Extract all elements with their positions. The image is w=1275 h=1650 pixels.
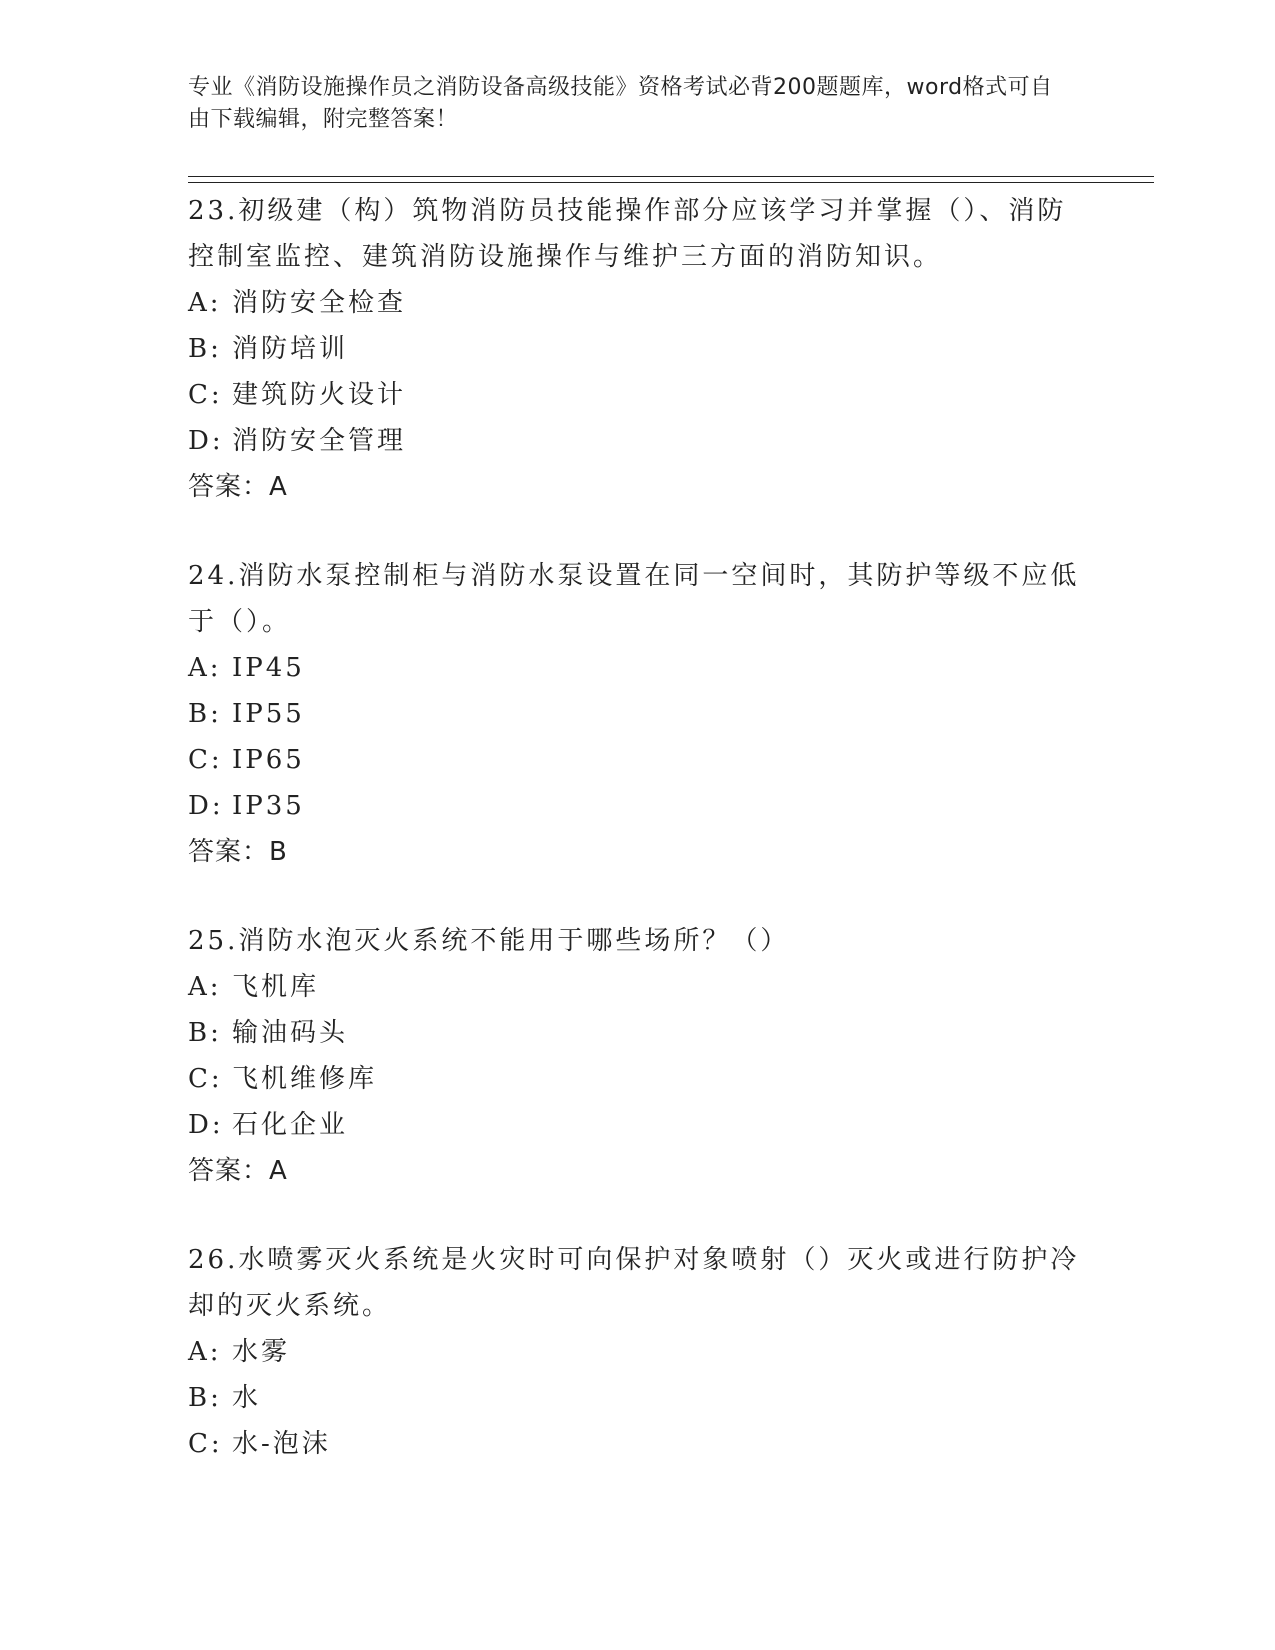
option-label: B: <box>188 1018 222 1048</box>
option-a <box>188 645 1088 691</box>
question-text <box>188 1237 1088 1329</box>
question-number: 26. <box>188 1245 239 1275</box>
question-stem: 初级建（构）筑物消防员技能操作部分应该学习并掌握（）、消防控制室监控、建筑消防设施操作与维护三方面的消防知识。 <box>188 196 1067 272</box>
option-text: IP65 <box>232 745 305 775</box>
option-text: 飞机维修库 <box>232 1064 378 1094</box>
question-stem: 水喷雾灭火系统是火灾时可向保护对象喷射（）灭火或进行防护冷却的灭火系统。 <box>188 1245 1080 1321</box>
document-header: 专业《消防设施操作员之消防设备高级技能》资格考试必背200题题库，word格式可自由下载编辑，附完整答案！ <box>188 75 1053 132</box>
option-text: 水-泡沫 <box>232 1429 331 1459</box>
option-label: C: <box>188 1064 223 1094</box>
option-label: A: <box>188 1337 222 1367</box>
option-text: 输油码头 <box>232 1018 349 1048</box>
option-b <box>188 1010 1088 1056</box>
option-a <box>188 1329 1088 1375</box>
option-text: 消防安全检查 <box>232 288 407 318</box>
option-text: IP45 <box>232 653 305 683</box>
option-label: D: <box>188 426 224 456</box>
option-c <box>188 372 1088 418</box>
option-text: 建筑防火设计 <box>232 380 407 410</box>
option-label: A: <box>188 288 222 318</box>
question-text <box>188 188 1088 280</box>
option-label: A: <box>188 972 222 1002</box>
question-number: 24. <box>188 561 239 591</box>
option-label: A: <box>188 653 222 683</box>
option-a <box>188 964 1088 1010</box>
option-label: B: <box>188 1383 222 1413</box>
option-label: C: <box>188 380 223 410</box>
option-text: 飞机库 <box>232 972 320 1002</box>
question-25 <box>188 918 1088 1194</box>
option-label: B: <box>188 334 222 364</box>
option-label: D: <box>188 791 224 821</box>
option-c <box>188 737 1088 783</box>
question-number: 23. <box>188 196 239 226</box>
option-text: 水雾 <box>232 1337 291 1367</box>
answer: 答案：B <box>188 837 288 867</box>
option-text: 消防培训 <box>232 334 349 364</box>
option-text: 消防安全管理 <box>232 426 407 456</box>
question-26 <box>188 1237 1088 1467</box>
option-a <box>188 280 1088 326</box>
option-text: 水 <box>232 1383 262 1413</box>
option-b <box>188 326 1088 372</box>
option-c <box>188 1421 1088 1467</box>
answer: 答案：A <box>188 1156 288 1186</box>
option-label: C: <box>188 1429 223 1459</box>
option-text: IP55 <box>232 699 305 729</box>
option-label: B: <box>188 699 222 729</box>
question-text <box>188 918 1088 964</box>
option-text: IP35 <box>232 791 305 821</box>
option-b <box>188 1375 1088 1421</box>
header-divider-top <box>188 176 1154 177</box>
option-label: C: <box>188 745 223 775</box>
option-c <box>188 1056 1088 1102</box>
question-stem: 消防水泡灭火系统不能用于哪些场所？（） <box>238 926 790 956</box>
option-b <box>188 691 1088 737</box>
option-label: D: <box>188 1110 224 1140</box>
question-24 <box>188 553 1088 875</box>
question-number: 25. <box>188 926 239 956</box>
question-23 <box>188 188 1088 510</box>
option-d <box>188 783 1088 829</box>
option-d <box>188 418 1088 464</box>
option-text: 石化企业 <box>232 1110 349 1140</box>
option-d <box>188 1102 1088 1148</box>
question-stem: 消防水泵控制柜与消防水泵设置在同一空间时，其防护等级不应低于（）。 <box>188 561 1080 637</box>
answer: 答案：A <box>188 472 288 502</box>
question-text <box>188 553 1088 645</box>
header-divider-bottom <box>188 182 1154 183</box>
